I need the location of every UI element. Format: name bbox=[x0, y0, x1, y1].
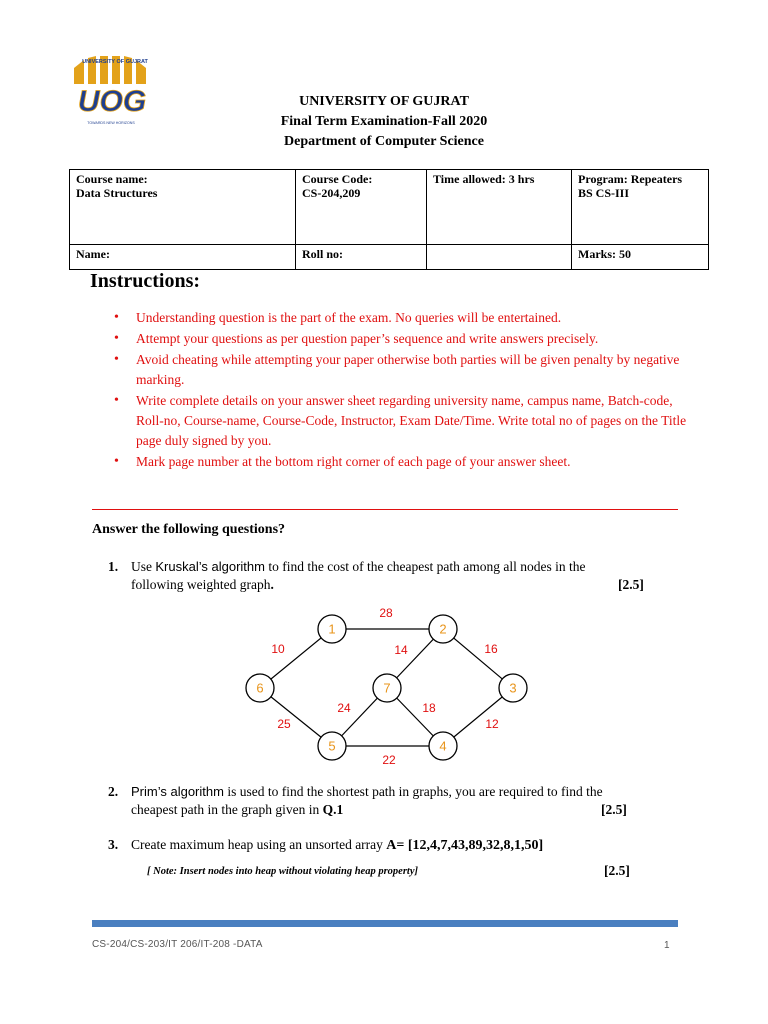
time-allowed-cell bbox=[427, 170, 572, 245]
question-2 bbox=[108, 783, 661, 819]
info-row-student bbox=[70, 245, 709, 270]
graph-node-label: 1 bbox=[328, 621, 336, 637]
q1-term: Kruskal’s algorithm bbox=[155, 559, 265, 574]
exam-title: Final Term Examination-Fall 2020 bbox=[280, 114, 488, 129]
q2-line2-end: Q.1 bbox=[322, 802, 344, 817]
edge-weight-label: 28 bbox=[379, 606, 393, 620]
q1-marks: [2.5] bbox=[618, 577, 644, 592]
page-number: 1 bbox=[664, 940, 670, 951]
time-allowed: Time allowed: 3 hrs bbox=[433, 172, 535, 186]
university-title: UNIVERSITY OF GUJRAT bbox=[299, 94, 469, 109]
edge-weight-label: 12 bbox=[485, 717, 499, 731]
footer-bar bbox=[92, 920, 678, 927]
edge-weight-label: 24 bbox=[337, 701, 351, 715]
q1-pre: Use bbox=[131, 559, 156, 574]
course-code-value: CS-204,209 bbox=[302, 186, 361, 200]
empty-cell bbox=[427, 245, 572, 270]
graph-node-label: 6 bbox=[256, 680, 264, 696]
student-name-cell bbox=[70, 245, 296, 270]
graph-nodes bbox=[246, 615, 527, 760]
q1-text: to find the cost of the cheapest path among all nodes in the bbox=[264, 559, 586, 574]
footer-course-line: CS-204/CS-203/IT 206/IT-208 -DATA bbox=[92, 939, 263, 950]
edge-weight-label: 25 bbox=[277, 717, 291, 731]
total-marks: Marks: 50 bbox=[578, 247, 631, 261]
question-number: 2. bbox=[108, 784, 119, 799]
question-3 bbox=[108, 836, 661, 855]
logo-mark: UOG bbox=[77, 85, 147, 118]
instruction-item: • Mark page number at the bottom right corner of each page of your answer sheet. bbox=[136, 452, 696, 472]
course-name-value: Data Structures bbox=[76, 186, 158, 200]
weighted-graph bbox=[236, 605, 536, 775]
q2-term: Prim’s algorithm bbox=[131, 784, 224, 799]
edge-weight-label: 16 bbox=[484, 642, 498, 656]
instruction-item: • Understanding question is the part of the exam. No queries will be entertained. bbox=[136, 308, 696, 328]
name-label: Name: bbox=[76, 247, 110, 261]
edge-weight-label: 10 bbox=[271, 642, 285, 656]
instruction-item: • Attempt your questions as per question paper’s sequence and write answers precisely. bbox=[136, 329, 696, 349]
course-code-cell bbox=[296, 170, 427, 245]
section-divider bbox=[92, 509, 678, 510]
edge-weight-label: 18 bbox=[422, 701, 436, 715]
question-number: 3. bbox=[108, 837, 119, 852]
q3-note: [ Note: Insert nodes into heap without violating heap property] bbox=[147, 866, 418, 877]
edge-weight-label: 14 bbox=[394, 643, 408, 657]
course-name-label: Course name: bbox=[76, 172, 148, 186]
question-1 bbox=[108, 558, 651, 594]
edge-weight-label: 22 bbox=[382, 753, 396, 767]
graph-node-label: 3 bbox=[509, 680, 517, 696]
course-name-cell bbox=[70, 170, 296, 245]
q3-text: Create maximum heap using an unsorted array bbox=[131, 837, 387, 852]
q2-text: is used to find the shortest path in graphs, you are required to find the bbox=[223, 784, 603, 799]
q2-marks: [2.5] bbox=[601, 802, 627, 817]
q3-marks: [2.5] bbox=[604, 863, 630, 878]
program-label: Program: Repeaters bbox=[578, 172, 683, 186]
exam-info-table bbox=[69, 169, 709, 270]
instructions-title: Instructions: bbox=[90, 270, 201, 292]
q1-line2: following weighted graph bbox=[131, 577, 271, 592]
logo-motto: TOWARDS NEW HORIZONS bbox=[87, 121, 135, 125]
course-code-label: Course Code: bbox=[302, 172, 373, 186]
graph-node-label: 7 bbox=[383, 680, 391, 696]
answer-heading: Answer the following questions? bbox=[92, 522, 286, 537]
instruction-item: • Write complete details on your answer sheet regarding university name, campus name, Batch-code, Roll-no, Course-name, Course-Code, Instructor, Exam Date/Time. Write total no of pages on the Title page duly signed by you. bbox=[136, 391, 696, 451]
program-cell bbox=[572, 170, 709, 245]
marks-cell bbox=[572, 245, 709, 270]
logo-top-text: UNIVERSITY OF GUJRAT bbox=[82, 59, 148, 65]
q2-line2: cheapest path in the graph given in bbox=[131, 802, 323, 817]
roll-label: Roll no: bbox=[302, 247, 344, 261]
department-title: Department of Computer Science bbox=[284, 134, 484, 149]
program-value: BS CS-III bbox=[578, 186, 630, 200]
instruction-item: • Avoid cheating while attempting your paper otherwise both parties will be given penalty by negative marking. bbox=[136, 350, 696, 390]
instructions-list bbox=[110, 308, 696, 473]
roll-no-cell bbox=[296, 245, 427, 270]
q3-array: A= [12,4,7,43,89,32,8,1,50] bbox=[386, 838, 544, 853]
info-row-course bbox=[70, 170, 709, 245]
graph-node-label: 4 bbox=[439, 738, 447, 754]
q1-line2-end: . bbox=[270, 577, 274, 592]
graph-node-label: 5 bbox=[328, 738, 336, 754]
question-number: 1. bbox=[108, 559, 119, 574]
graph-node-label: 2 bbox=[439, 621, 447, 637]
